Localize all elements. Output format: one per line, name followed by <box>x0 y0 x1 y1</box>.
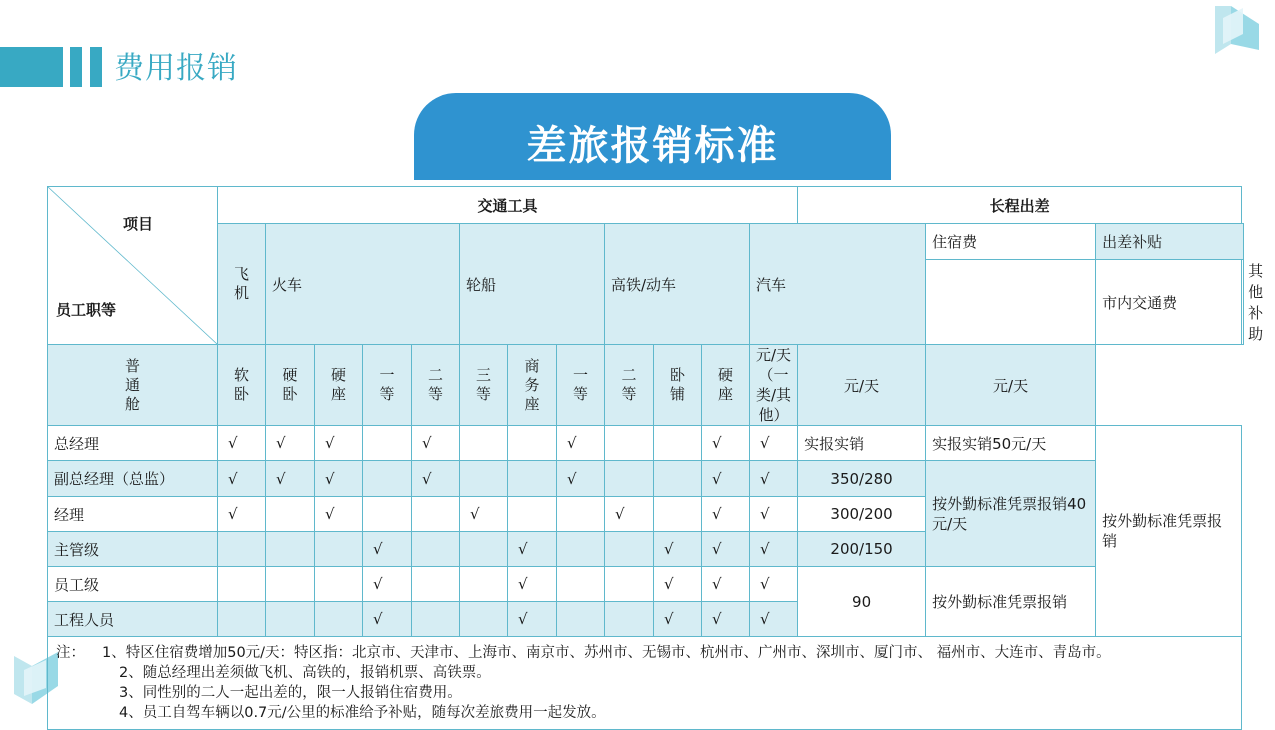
check-cell: √ <box>702 532 750 567</box>
check-cell <box>412 497 460 532</box>
vehicle-ship-header: 轮船 <box>460 224 605 345</box>
subclass-header <box>218 345 266 426</box>
check-cell <box>266 602 315 637</box>
check-cell: √ <box>508 532 557 567</box>
lodging-cell: 300/200 <box>798 497 926 532</box>
check-cell: √ <box>363 602 412 637</box>
plane-label: 飞机 <box>234 265 250 302</box>
check-cell: √ <box>750 497 798 532</box>
check-cell <box>315 532 363 567</box>
check-cell: √ <box>702 497 750 532</box>
banner <box>414 93 891 180</box>
check-cell: √ <box>412 461 460 497</box>
header-bar <box>70 47 82 87</box>
subclass-header <box>460 345 508 426</box>
check-cell <box>315 602 363 637</box>
subclass-label: 硬卧 <box>282 366 298 403</box>
lodging-cell: 实报实销 <box>798 426 926 461</box>
grade-cell: 经理 <box>48 497 218 532</box>
check-cell: √ <box>750 602 798 637</box>
check-cell <box>654 497 702 532</box>
longtrip-group-header: 长程出差 <box>798 187 1242 224</box>
subclass-header <box>48 345 218 426</box>
header-bar <box>0 47 63 87</box>
check-cell <box>508 497 557 532</box>
vehicle-bus-header: 汽车 <box>750 224 926 345</box>
check-cell: √ <box>654 602 702 637</box>
reimbursement-standard-table <box>47 186 1264 730</box>
check-cell <box>557 567 605 602</box>
subclass-header <box>412 345 460 426</box>
corner-bottom-label: 员工职等 <box>56 301 117 319</box>
note-3: 3、同性别的二人一起出差的，限一人报销住宿费用。 <box>119 685 462 701</box>
check-cell <box>412 602 460 637</box>
check-cell <box>266 497 315 532</box>
check-cell: √ <box>218 461 266 497</box>
grade-cell: 主管级 <box>48 532 218 567</box>
header-bar <box>90 47 102 87</box>
check-cell <box>654 426 702 461</box>
note-1: 1、特区住宿费增加50元/天：特区指：北京市、天津市、上海市、南京市、苏州市、无锡市、杭州市、广州市、深圳市、厦门市、 福州市、大连市、青岛市。 <box>102 645 1111 661</box>
check-cell: √ <box>702 461 750 497</box>
grade-cell: 工程人员 <box>48 602 218 637</box>
check-cell <box>557 602 605 637</box>
subclass-label: 普通舱 <box>125 356 141 413</box>
check-cell <box>508 426 557 461</box>
subclass-header <box>315 345 363 426</box>
check-cell <box>460 602 508 637</box>
check-cell: √ <box>750 567 798 602</box>
lodging-cell: 90 <box>798 567 926 637</box>
check-cell: √ <box>508 602 557 637</box>
check-cell <box>218 532 266 567</box>
check-cell: √ <box>654 532 702 567</box>
check-cell: √ <box>218 497 266 532</box>
check-cell: √ <box>363 532 412 567</box>
subclass-label: 二等 <box>621 366 637 403</box>
notes-label: 注： <box>56 645 85 661</box>
other-allowance-cell: 按外勤标准凭票报销 <box>1096 426 1242 637</box>
lodging-header: 住宿费 <box>926 224 1096 260</box>
check-cell: √ <box>412 426 460 461</box>
check-cell <box>557 497 605 532</box>
note-2: 2、随总经理出差须做飞机、高铁的，报销机票、高铁票。 <box>119 665 491 681</box>
check-cell <box>266 567 315 602</box>
grade-cell: 副总经理（总监） <box>48 461 218 497</box>
check-cell: √ <box>266 461 315 497</box>
notes-cell <box>48 637 1242 730</box>
check-cell <box>363 497 412 532</box>
city-transport-header: 市内交通费 <box>1096 260 1242 345</box>
subclass-header <box>654 345 702 426</box>
table-row <box>48 426 1244 461</box>
check-cell <box>605 532 654 567</box>
transport-group-header: 交通工具 <box>218 187 798 224</box>
lodging-unit-header: 元/天 （一类/其他） <box>750 345 798 426</box>
vehicle-plane-header <box>218 224 266 345</box>
check-cell: √ <box>702 426 750 461</box>
check-cell <box>508 461 557 497</box>
table-row <box>48 567 1244 602</box>
other-unit-header: 元/天 <box>926 345 1096 426</box>
note-line <box>56 643 1233 663</box>
check-cell <box>460 461 508 497</box>
check-cell <box>363 426 412 461</box>
check-cell: √ <box>557 426 605 461</box>
check-cell: √ <box>702 602 750 637</box>
check-cell: √ <box>315 461 363 497</box>
subclass-header <box>266 345 315 426</box>
banner-title: 差旅报销标准 <box>526 123 779 169</box>
table-row <box>48 461 1244 497</box>
check-cell: √ <box>557 461 605 497</box>
section-title: 费用报销 <box>114 51 238 86</box>
check-cell: √ <box>460 497 508 532</box>
check-cell <box>412 532 460 567</box>
check-cell: √ <box>702 567 750 602</box>
vehicle-hsr-header: 高铁/动车 <box>605 224 750 345</box>
check-cell <box>605 567 654 602</box>
check-cell: √ <box>750 532 798 567</box>
corner-decoration-icon <box>1213 4 1261 60</box>
city-transport-cell: 按外勤标准凭票报销40元/天 <box>926 461 1096 567</box>
subclass-label: 卧铺 <box>670 366 686 403</box>
subclass-label: 软卧 <box>234 366 250 403</box>
check-cell <box>654 461 702 497</box>
subclass-header <box>605 345 654 426</box>
check-cell: √ <box>750 426 798 461</box>
check-cell: √ <box>605 497 654 532</box>
subclass-label: 商务座 <box>524 356 540 413</box>
check-cell <box>557 532 605 567</box>
check-cell <box>605 602 654 637</box>
check-cell: √ <box>266 426 315 461</box>
check-cell: √ <box>218 426 266 461</box>
lodging-cell: 200/150 <box>798 532 926 567</box>
check-cell: √ <box>315 426 363 461</box>
subclass-header <box>508 345 557 426</box>
subclass-header <box>363 345 412 426</box>
city-transport-cell: 按外勤标准凭票报销 <box>926 567 1096 637</box>
other-allowance-header: 其他补助 <box>1242 260 1244 345</box>
allowance-header: 出差补贴 <box>1096 224 1244 260</box>
check-cell: √ <box>508 567 557 602</box>
subclass-header <box>702 345 750 426</box>
subclass-label: 一等 <box>573 366 589 403</box>
subclass-label: 硬座 <box>718 366 734 403</box>
check-cell <box>460 567 508 602</box>
check-cell: √ <box>315 497 363 532</box>
check-cell <box>460 426 508 461</box>
city-transport-cell: 实报实销50元/天 <box>926 426 1096 461</box>
check-cell <box>605 426 654 461</box>
check-cell: √ <box>363 567 412 602</box>
subclass-label: 二等 <box>428 366 444 403</box>
subclass-label: 硬座 <box>331 366 347 403</box>
city-unit-header: 元/天 <box>798 345 926 426</box>
subclass-label: 三等 <box>476 366 492 403</box>
check-cell: √ <box>750 461 798 497</box>
subclass-header <box>557 345 605 426</box>
check-cell <box>460 532 508 567</box>
corner-header-cell <box>48 187 218 345</box>
subclass-label: 一等 <box>379 366 395 403</box>
check-cell <box>412 567 460 602</box>
lodging-subheader-empty <box>926 260 1096 345</box>
check-cell <box>218 567 266 602</box>
check-cell <box>605 461 654 497</box>
check-cell <box>363 461 412 497</box>
note-4: 4、员工自驾车辆以0.7元/公里的标准给予补贴，随每次差旅费用一起发放。 <box>119 705 606 721</box>
grade-cell: 总经理 <box>48 426 218 461</box>
lodging-cell: 350/280 <box>798 461 926 497</box>
check-cell: √ <box>654 567 702 602</box>
corner-top-label: 项目 <box>123 215 154 233</box>
grade-cell: 员工级 <box>48 567 218 602</box>
check-cell <box>218 602 266 637</box>
check-cell <box>315 567 363 602</box>
vehicle-train-header: 火车 <box>266 224 460 345</box>
check-cell <box>266 532 315 567</box>
diagonal-line <box>48 187 217 344</box>
